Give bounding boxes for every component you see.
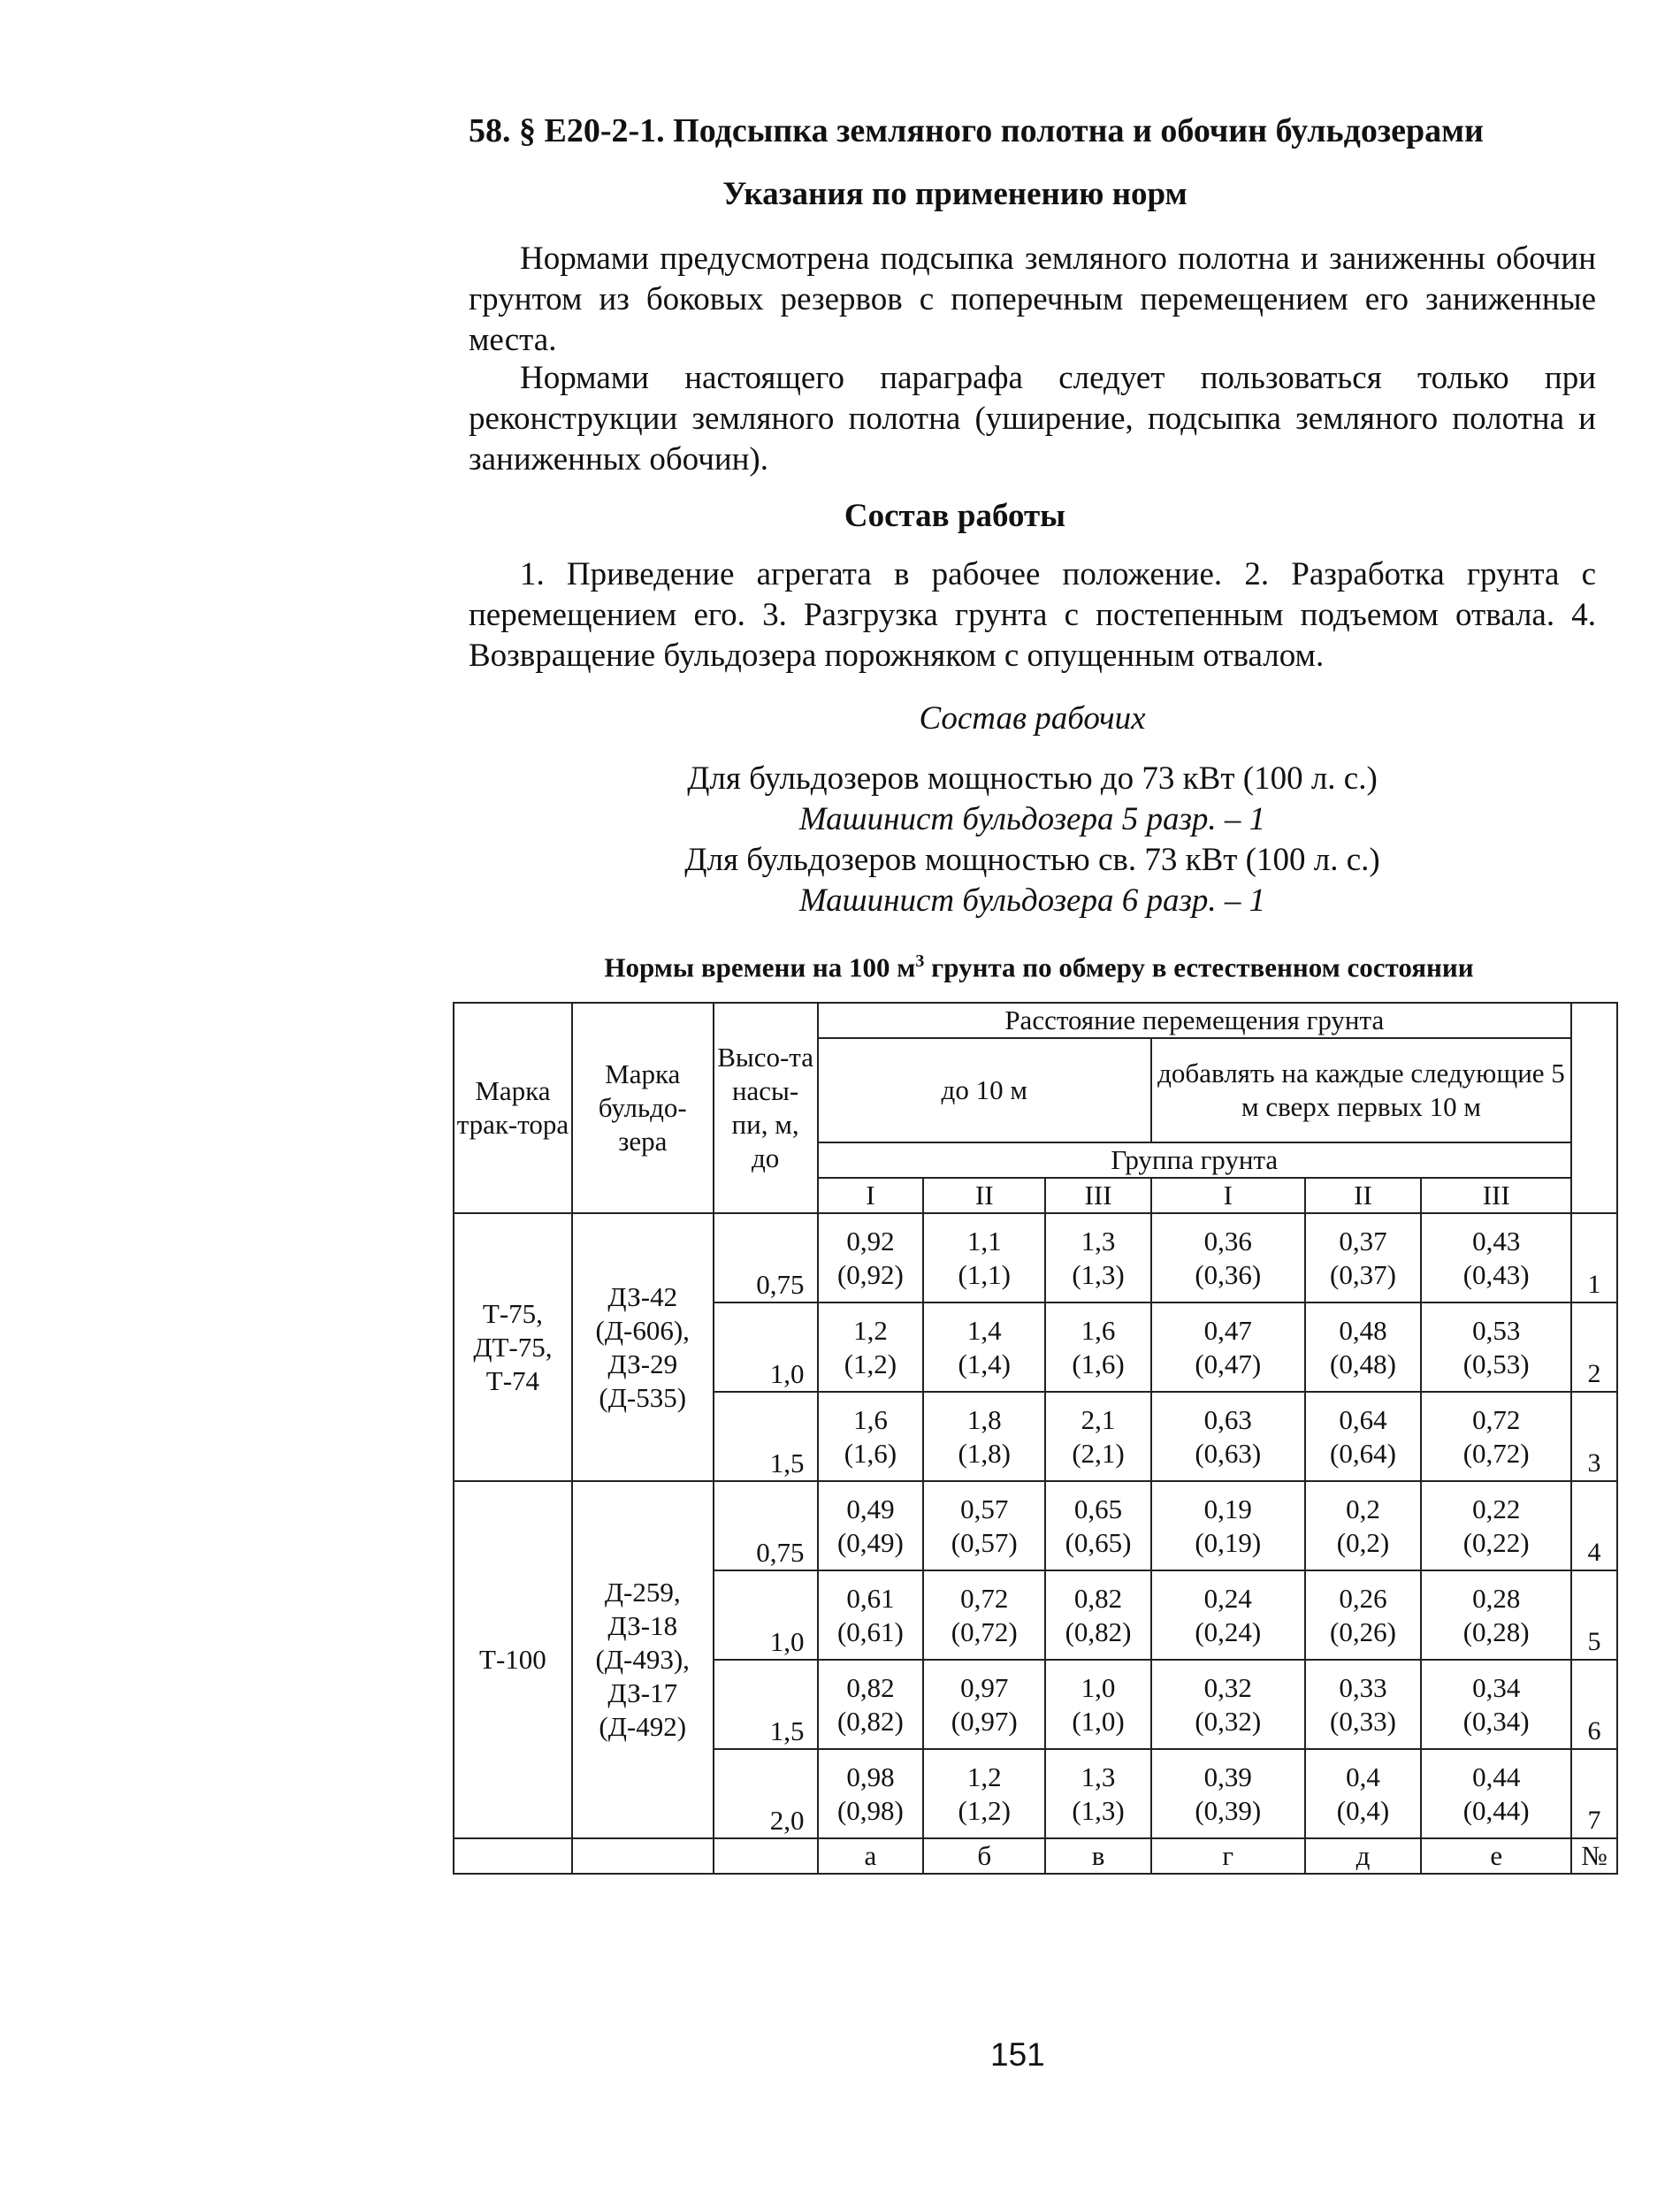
norm-value-paren: (1,0) — [1072, 1705, 1125, 1737]
norm-value-paren: (2,1) — [1072, 1437, 1125, 1469]
norm-value-paren: (0,44) — [1462, 1794, 1530, 1826]
norm-value — [1151, 1213, 1305, 1302]
norm-value-paren: (0,72) — [951, 1616, 1018, 1647]
column-letter: е — [1421, 1838, 1571, 1874]
height-value: 1,5 — [714, 1392, 818, 1481]
norm-value-paren: (0,34) — [1462, 1705, 1530, 1737]
norm-value-paren: (1,3) — [1072, 1258, 1125, 1290]
norm-value — [1151, 1302, 1305, 1392]
norm-value-paren: (0,98) — [836, 1794, 904, 1826]
row-number: 1 — [1571, 1213, 1617, 1302]
norm-value — [1305, 1481, 1422, 1570]
norm-value-main: 0,65 — [1073, 1493, 1123, 1524]
norm-value-main: 0,48 — [1339, 1314, 1387, 1346]
blank-cell — [454, 1838, 572, 1874]
norm-value — [923, 1481, 1045, 1570]
norm-value — [923, 1213, 1045, 1302]
norm-value-paren: (0,49) — [836, 1526, 904, 1558]
norm-value-main: 0,4 — [1346, 1761, 1380, 1792]
norm-value-paren: (0,43) — [1462, 1258, 1530, 1290]
norm-value-paren: (1,6) — [844, 1437, 897, 1469]
norm-value-main: 0,72 — [960, 1582, 1009, 1614]
norm-value — [1421, 1749, 1571, 1838]
norm-value-paren: (0,82) — [1065, 1616, 1132, 1647]
norm-value — [818, 1213, 924, 1302]
norm-value-main: 0,36 — [1203, 1225, 1252, 1257]
norm-value-paren: (0,48) — [1330, 1348, 1396, 1379]
norm-value — [1305, 1302, 1422, 1392]
norm-value — [1421, 1213, 1571, 1302]
bulldozer-model: Д-259, ДЗ-18 (Д-493), ДЗ-17 (Д-492) — [572, 1481, 714, 1838]
row-number: 3 — [1571, 1392, 1617, 1481]
norm-value-paren: (0,53) — [1462, 1348, 1530, 1379]
norm-value-paren: (1,6) — [1072, 1348, 1125, 1379]
column-letter: в — [1045, 1838, 1151, 1874]
norm-value-paren: (0,2) — [1336, 1526, 1390, 1558]
norm-value — [923, 1660, 1045, 1749]
norm-value-paren: (0,39) — [1195, 1794, 1262, 1826]
norm-value-paren: (0,63) — [1195, 1437, 1262, 1469]
norm-value-main: 0,92 — [846, 1225, 895, 1257]
norm-value-main: 0,28 — [1472, 1582, 1521, 1614]
norm-value — [818, 1570, 924, 1660]
norm-value-paren: (0,32) — [1195, 1705, 1262, 1737]
norm-value-main: 0,39 — [1203, 1761, 1252, 1792]
norm-value-paren: (0,22) — [1462, 1526, 1530, 1558]
group-label: II — [923, 1178, 1045, 1213]
norm-value-main: 0,57 — [960, 1493, 1009, 1524]
group-label: III — [1045, 1178, 1151, 1213]
norm-value-main: 1,4 — [966, 1314, 1002, 1346]
norm-value-paren: (0,61) — [836, 1616, 904, 1647]
norm-value-paren: (0,65) — [1065, 1526, 1132, 1558]
norm-value-paren: (0,72) — [1462, 1437, 1530, 1469]
height-value: 1,5 — [714, 1660, 818, 1749]
section-heading: 58. § Е20-2-1. Подсыпка земляного полотна и обочин бульдозерами — [469, 112, 1484, 149]
norm-value-main: 0,72 — [1472, 1403, 1521, 1435]
norm-value-main: 0,49 — [846, 1493, 895, 1524]
norm-value-paren: (0,64) — [1330, 1437, 1396, 1469]
application-subheading: Указания по применению норм — [722, 176, 1187, 212]
norm-value — [1305, 1392, 1422, 1481]
crew-line-1: Для бульдозеров мощностью до 73 кВт (100 л. с.) — [687, 760, 1378, 797]
norm-value-main: 0,24 — [1203, 1582, 1252, 1614]
norm-value-paren: (0,24) — [1195, 1616, 1262, 1647]
norm-value-paren: (1,3) — [1072, 1794, 1125, 1826]
paragraph-work: 1. Приведение агрегата в рабочее положение. 2. Разработка грунта с перемещением его. 3. Разгрузка грунта с постепенным подъемом отвала. 4. Возвращение бульдозера порожняком с опущенным отвалом. — [469, 556, 1596, 674]
norm-value-paren: (0,4) — [1336, 1794, 1390, 1826]
norm-value-paren: (1,4) — [958, 1348, 1011, 1379]
work-subheading: Состав работы — [844, 498, 1066, 534]
paragraph-2: Нормами настоящего параграфа следует пользоваться только при реконструкции земляного полотна (уширение, подсыпка земляного полотна и заниженных обочин). — [469, 360, 1596, 477]
norm-value — [1151, 1392, 1305, 1481]
height-value: 1,0 — [714, 1302, 818, 1392]
norm-value — [1305, 1213, 1422, 1302]
norm-value-main: 2,1 — [1081, 1403, 1116, 1435]
norm-value-main: 0,53 — [1472, 1314, 1521, 1346]
norm-value-main: 0,19 — [1203, 1493, 1252, 1524]
norm-value — [1045, 1570, 1151, 1660]
norm-value — [1045, 1660, 1151, 1749]
row-number: 7 — [1571, 1749, 1617, 1838]
tractor-model: Т-100 — [454, 1481, 572, 1838]
norm-value-paren: (1,2) — [958, 1794, 1011, 1826]
norm-value — [1421, 1660, 1571, 1749]
norm-value — [1421, 1392, 1571, 1481]
norm-value — [818, 1302, 924, 1392]
norm-value-paren: (0,37) — [1330, 1258, 1396, 1290]
norm-value-main: 1,3 — [1081, 1761, 1116, 1792]
norm-value — [1305, 1749, 1422, 1838]
norm-value-main: 0,34 — [1472, 1671, 1521, 1703]
row-number: 2 — [1571, 1302, 1617, 1392]
height-value: 0,75 — [714, 1481, 818, 1570]
norm-value-paren: (0,47) — [1195, 1348, 1262, 1379]
row-number: 6 — [1571, 1660, 1617, 1749]
table-row — [454, 1481, 1617, 1570]
blank-cell — [572, 1838, 714, 1874]
number-label: № — [1571, 1838, 1617, 1874]
norm-value — [923, 1570, 1045, 1660]
tractor-model: Т-75, ДТ-75, Т-74 — [454, 1213, 572, 1481]
norm-value-main: 1,8 — [966, 1403, 1002, 1435]
norm-value-paren: (0,57) — [951, 1526, 1018, 1558]
norm-value-main: 1,1 — [966, 1225, 1002, 1257]
norm-value-main: 0,97 — [960, 1671, 1009, 1703]
norm-value — [1045, 1213, 1151, 1302]
norm-value — [1151, 1749, 1305, 1838]
norm-value-main: 0,61 — [846, 1582, 895, 1614]
norm-value — [1045, 1749, 1151, 1838]
group-label: II — [1305, 1178, 1422, 1213]
height-value: 0,75 — [714, 1213, 818, 1302]
norm-value-main: 1,6 — [853, 1403, 888, 1435]
row-number: 4 — [1571, 1481, 1617, 1570]
crew-line-4: Машинист бульдозера 6 разр. – 1 — [798, 882, 1266, 919]
norm-value-main: 1,3 — [1081, 1225, 1116, 1257]
table-row — [454, 1213, 1617, 1302]
norm-value — [1045, 1302, 1151, 1392]
norm-value — [923, 1302, 1045, 1392]
header-height: Высо-та насы-пи, м, до — [714, 1003, 818, 1213]
norm-value-main: 0,2 — [1346, 1493, 1380, 1524]
norm-value-main: 0,82 — [1073, 1582, 1123, 1614]
column-letter: б — [923, 1838, 1045, 1874]
norm-value-paren: (1,2) — [844, 1348, 897, 1379]
norm-value — [1045, 1481, 1151, 1570]
norm-value-main: 0,82 — [846, 1671, 895, 1703]
norm-value — [818, 1660, 924, 1749]
bulldozer-model: ДЗ-42 (Д-606), ДЗ-29 (Д-535) — [572, 1213, 714, 1481]
norm-value — [1045, 1392, 1151, 1481]
column-letter: а — [818, 1838, 924, 1874]
group-label: I — [1151, 1178, 1305, 1213]
norms-table — [453, 1002, 1618, 1875]
header-upto10: до 10 м — [818, 1038, 1151, 1142]
norm-value-main: 0,22 — [1472, 1493, 1521, 1524]
norm-value-paren: (1,1) — [958, 1258, 1011, 1290]
header-group: Группа грунта — [818, 1142, 1572, 1178]
norm-value — [1305, 1660, 1422, 1749]
norm-value — [923, 1392, 1045, 1481]
norm-value-paren: (0,28) — [1462, 1616, 1530, 1647]
norm-value-paren: (0,97) — [951, 1705, 1018, 1737]
row-number: 5 — [1571, 1570, 1617, 1660]
norm-value — [1151, 1481, 1305, 1570]
norm-value — [1151, 1570, 1305, 1660]
group-label: III — [1421, 1178, 1571, 1213]
column-letter: д — [1305, 1838, 1422, 1874]
norm-value-main: 1,6 — [1081, 1314, 1116, 1346]
norm-value-main: 0,64 — [1339, 1403, 1387, 1435]
page-number: 151 — [990, 2036, 1045, 2073]
header-bulldozer: Марка бульдо-зера — [572, 1003, 714, 1213]
norm-value-paren: (0,92) — [836, 1258, 904, 1290]
header-blank — [1571, 1003, 1617, 1213]
norm-value-main: 0,43 — [1472, 1225, 1521, 1257]
norm-value-main: 0,44 — [1472, 1761, 1521, 1792]
header-tractor: Марка трак-тора — [454, 1003, 572, 1213]
norm-value — [1421, 1302, 1571, 1392]
norm-value-paren: (0,36) — [1195, 1258, 1262, 1290]
header-add: добавлять на каждые следующие 5 м сверх первых 10 м — [1151, 1038, 1571, 1142]
norm-value — [818, 1481, 924, 1570]
norm-value-paren: (0,26) — [1330, 1616, 1396, 1647]
norm-value-main: 0,26 — [1339, 1582, 1387, 1614]
crew-title: Состав рабочих — [919, 700, 1146, 737]
norm-value — [923, 1749, 1045, 1838]
paragraph-1: Нормами предусмотрена подсыпка земляного полотна и заниженны обочин грунтом из боковых резервов с поперечным перемещением его заниженные места. — [469, 241, 1596, 358]
crew-line-3: Для бульдозеров мощностью св. 73 кВт (100 л. с.) — [684, 842, 1380, 878]
norm-value-paren: (0,19) — [1195, 1526, 1262, 1558]
norm-value-main: 0,32 — [1203, 1671, 1252, 1703]
norm-value — [1421, 1481, 1571, 1570]
norm-value — [1305, 1570, 1422, 1660]
norm-value-main: 1,0 — [1081, 1671, 1116, 1703]
header-distance: Расстояние перемещения грунта — [818, 1003, 1572, 1038]
height-value: 2,0 — [714, 1749, 818, 1838]
height-value: 1,0 — [714, 1570, 818, 1660]
norm-value — [1421, 1570, 1571, 1660]
column-letter: г — [1151, 1838, 1305, 1874]
blank-cell — [714, 1838, 818, 1874]
norm-value-main: 0,63 — [1203, 1403, 1252, 1435]
crew-line-2: Машинист бульдозера 5 разр. – 1 — [798, 801, 1266, 837]
norm-value-main: 0,47 — [1203, 1314, 1252, 1346]
norm-value-main: 0,33 — [1339, 1671, 1387, 1703]
norm-value — [1151, 1660, 1305, 1749]
norm-value — [818, 1392, 924, 1481]
group-label: I — [818, 1178, 924, 1213]
norm-value-main: 1,2 — [966, 1761, 1002, 1792]
norm-value — [818, 1749, 924, 1838]
norm-value-paren: (0,33) — [1330, 1705, 1396, 1737]
table-caption: Нормы времени на 100 $м^3$ грунта по обмеру в естественном состоянии — [604, 951, 1474, 983]
norm-value-main: 0,98 — [846, 1761, 895, 1792]
norm-value-paren: (1,8) — [958, 1437, 1011, 1469]
norm-value-main: 1,2 — [853, 1314, 888, 1346]
norm-value-main: 0,37 — [1339, 1225, 1387, 1257]
norm-value-paren: (0,82) — [836, 1705, 904, 1737]
